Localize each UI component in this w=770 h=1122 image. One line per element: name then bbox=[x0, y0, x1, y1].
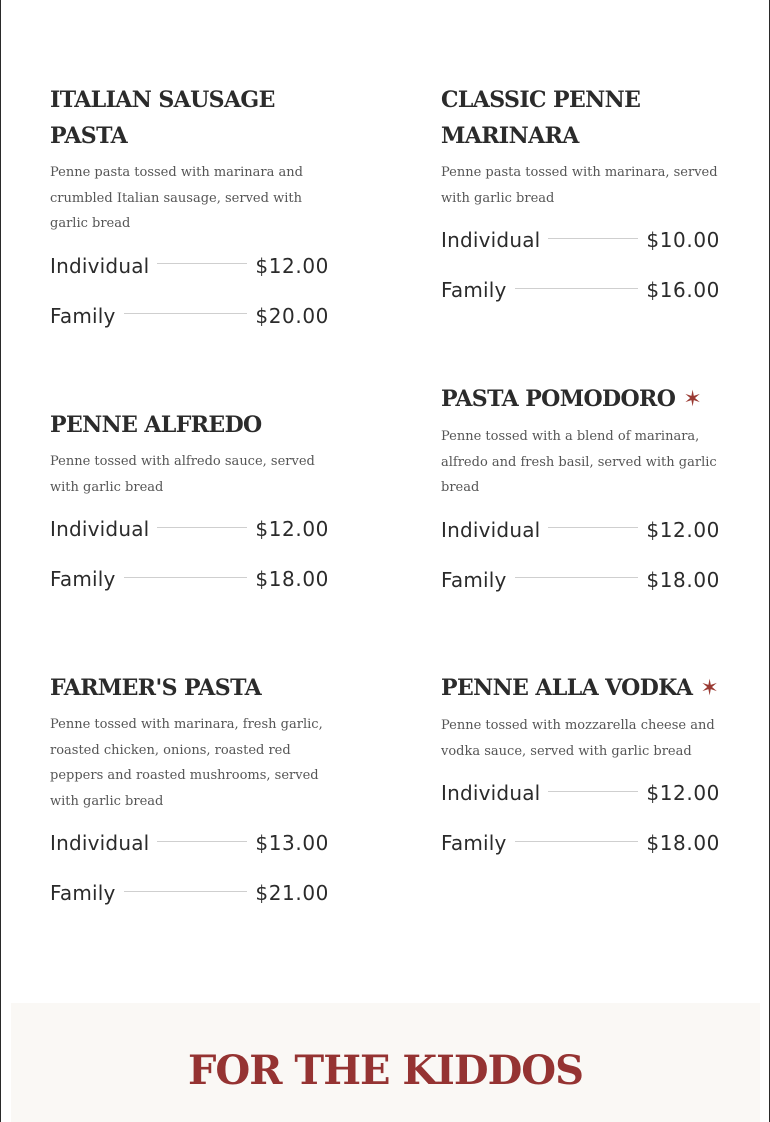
menu-item-italian-sausage-pasta bbox=[50, 82, 329, 341]
price-value: $18.00 bbox=[255, 567, 329, 591]
price-row-individual bbox=[50, 241, 329, 291]
price-row-family bbox=[50, 868, 329, 918]
price-row-family bbox=[441, 555, 720, 605]
price-value: $12.00 bbox=[646, 781, 720, 805]
price-leader-line bbox=[515, 577, 639, 578]
price-label: Family bbox=[50, 303, 116, 328]
price-leader-line bbox=[548, 238, 638, 239]
star-icon: ✶ bbox=[700, 676, 719, 701]
price-label: Individual bbox=[441, 781, 541, 805]
price-row-individual bbox=[441, 768, 720, 818]
price-value: $18.00 bbox=[646, 831, 720, 855]
price-leader-line bbox=[124, 891, 248, 892]
menu-item-title: CLASSIC PENNE MARINARA bbox=[441, 87, 641, 149]
menu-item-description: Penne pasta tossed with marinara, served with garlic bread bbox=[441, 165, 718, 206]
menu-item-farmers-pasta bbox=[50, 670, 329, 918]
menu-item-title-row bbox=[441, 381, 720, 418]
price-label: Family bbox=[50, 881, 116, 905]
menu-item-title: PENNE ALLA VODKA bbox=[441, 675, 693, 701]
price-row-individual bbox=[441, 215, 720, 265]
price-value: $10.00 bbox=[646, 228, 720, 252]
price-label: Family bbox=[50, 567, 116, 591]
menu-item-description: Penne pasta tossed with marinara and crumbled Italian sausage, served with garlic bread bbox=[50, 165, 303, 231]
price-row-individual bbox=[50, 818, 329, 868]
price-label: Family bbox=[441, 278, 507, 302]
price-row-family bbox=[50, 291, 329, 341]
price-row-individual bbox=[441, 505, 720, 555]
price-value: $16.00 bbox=[646, 278, 720, 302]
price-leader-line bbox=[548, 527, 638, 528]
price-value: $18.00 bbox=[646, 567, 720, 592]
price-label: Family bbox=[441, 567, 507, 592]
price-leader-line bbox=[124, 313, 248, 314]
menu-item-title: PASTA POMODORO bbox=[441, 386, 676, 412]
menu-item-pasta-pomodoro bbox=[441, 381, 720, 605]
price-label: Individual bbox=[50, 517, 150, 541]
menu-item-title: FARMER'S PASTA bbox=[50, 675, 262, 701]
price-leader-line bbox=[124, 577, 248, 578]
price-leader-line bbox=[157, 841, 247, 842]
menu-item-classic-penne-marinara bbox=[441, 82, 720, 315]
price-leader-line bbox=[157, 527, 247, 528]
price-row-individual bbox=[50, 504, 329, 554]
price-label: Individual bbox=[50, 831, 150, 855]
menu-item-title: PENNE ALFREDO bbox=[50, 412, 262, 438]
price-value: $12.00 bbox=[255, 253, 329, 278]
price-leader-line bbox=[548, 791, 638, 792]
price-label: Family bbox=[441, 831, 507, 855]
price-value: $13.00 bbox=[255, 831, 329, 855]
price-row-family bbox=[50, 554, 329, 604]
section-heading: FOR THE KIDDOS bbox=[188, 1047, 583, 1094]
price-value: $12.00 bbox=[646, 517, 720, 542]
price-row-family bbox=[441, 818, 720, 868]
menu-item-description: Penne tossed with marinara, fresh garlic, roasted chicken, onions, roasted red peppers and roasted mushrooms, served with garlic bread bbox=[50, 717, 323, 809]
price-value: $12.00 bbox=[255, 517, 329, 541]
price-leader-line bbox=[157, 263, 247, 264]
menu-item-title-row bbox=[441, 670, 720, 707]
menu-item-penne-alla-vodka bbox=[441, 670, 720, 868]
price-row-family bbox=[441, 265, 720, 315]
kiddos-section bbox=[11, 1003, 760, 1122]
menu-item-description: Penne tossed with mozzarella cheese and vodka sauce, served with garlic bread bbox=[441, 718, 715, 759]
star-icon: ✶ bbox=[683, 387, 702, 412]
price-label: Individual bbox=[50, 253, 150, 278]
price-leader-line bbox=[515, 288, 639, 289]
price-value: $21.00 bbox=[255, 881, 329, 905]
price-label: Individual bbox=[441, 228, 541, 252]
menu-item-penne-alfredo bbox=[50, 407, 329, 604]
price-label: Individual bbox=[441, 517, 541, 542]
price-leader-line bbox=[515, 841, 639, 842]
price-value: $20.00 bbox=[255, 303, 329, 328]
menu-item-description: Penne tossed with a blend of marinara, alfredo and fresh basil, served with garlic bread bbox=[441, 429, 717, 495]
menu-item-title: ITALIAN SAUSAGE PASTA bbox=[50, 87, 275, 149]
menu-item-description: Penne tossed with alfredo sauce, served with garlic bread bbox=[50, 454, 315, 495]
